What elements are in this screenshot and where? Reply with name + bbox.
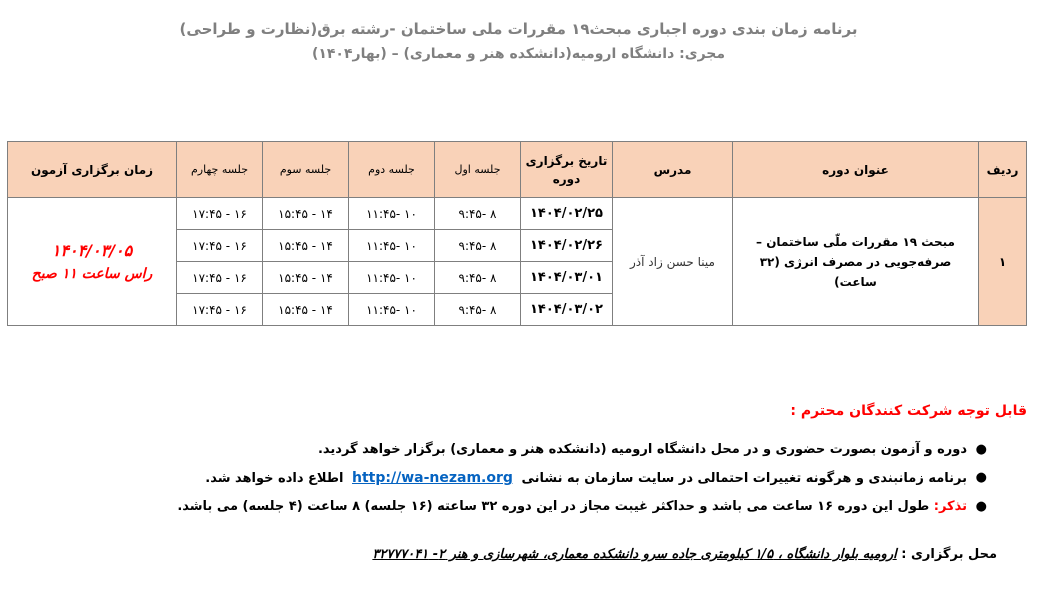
- page-title: برنامه زمان بندی دوره اجباری مبحث۱۹ مقررات ملی ساختمان -رشته برق(نظارت و طراحی): [179, 20, 858, 38]
- bullet-icon: ●: [975, 470, 987, 485]
- notes-title: قابل توجه شرکت کنندگان محترم :: [790, 403, 1027, 419]
- header-session-4: جلسه چهارم: [177, 142, 263, 198]
- session-3-time: ۱۴ - ۱۵:۴۵: [263, 262, 349, 294]
- header-row-no: ردیف: [979, 142, 1027, 198]
- session-2-time: ۱۰ -۱۱:۴۵: [349, 262, 435, 294]
- venue-line: [372, 543, 997, 567]
- header-session-1: جلسه اول: [435, 142, 521, 198]
- page-header: [0, 16, 1037, 66]
- note-2-text-before: برنامه زمانبندی و هرگونه تغییرات احتمالی در سایت سازمان به نشانی: [521, 471, 967, 486]
- session-1-time: ۸ -۹:۴۵: [435, 262, 521, 294]
- notes-list: [17, 436, 1027, 521]
- reminder-label: تذکر:: [933, 499, 967, 514]
- table-row: [8, 198, 1027, 230]
- session-1-time: ۸ -۹:۴۵: [435, 230, 521, 262]
- session-2-time: ۱۰ -۱۱:۴۵: [349, 230, 435, 262]
- header-session-2: جلسه دوم: [349, 142, 435, 198]
- schedule-table: [7, 141, 1027, 326]
- session-date: ۱۴۰۴/۰۳/۰۱: [521, 262, 613, 294]
- header-course-title: عنوان دوره: [733, 142, 979, 198]
- session-4-time: ۱۶ - ۱۷:۴۵: [177, 294, 263, 326]
- session-1-time: ۸ -۹:۴۵: [435, 294, 521, 326]
- session-date: ۱۴۰۴/۰۲/۲۵: [521, 198, 613, 230]
- organizer-line: مجری: دانشگاه ارومیه(دانشکده هنر و معماری) – (بهار۱۴۰۴): [311, 46, 726, 62]
- list-item: [17, 493, 987, 521]
- list-item: [17, 464, 987, 493]
- row-number: ۱: [979, 198, 1027, 326]
- header-course-date: تاریخ برگزاری دوره: [521, 142, 613, 198]
- header-instructor: مدرس: [613, 142, 733, 198]
- session-3-time: ۱۴ - ۱۵:۴۵: [263, 198, 349, 230]
- organization-website-link[interactable]: http://wa-nezam.org: [352, 470, 513, 486]
- session-1-time: ۸ -۹:۴۵: [435, 198, 521, 230]
- exam-date: ۱۴۰۴/۰۳/۰۵: [51, 240, 133, 260]
- note-1-text: دوره و آزمون بصورت حضوری و در محل دانشگاه ارومیه (دانشکده هنر و معماری) برگزار خواهد گردید.: [317, 442, 967, 457]
- session-4-time: ۱۶ - ۱۷:۴۵: [177, 262, 263, 294]
- exam-time-cell: [8, 198, 177, 326]
- bullet-icon: ●: [975, 442, 987, 457]
- session-2-time: ۱۰ -۱۱:۴۵: [349, 198, 435, 230]
- course-title-cell: مبحث ۱۹ مقررات ملّی ساختمان – صرفه‌جویی در مصرف انرژی (۳۲ ساعت): [733, 198, 979, 326]
- instructor-cell: مینا حسن زاد آذر: [613, 198, 733, 326]
- notes-section: [17, 398, 1027, 521]
- list-item: [17, 436, 987, 464]
- exam-hour: راس ساعت ۱۱ صبح: [31, 265, 153, 282]
- session-4-time: ۱۶ - ۱۷:۴۵: [177, 230, 263, 262]
- table-header-row: [8, 142, 1027, 198]
- session-3-time: ۱۴ - ۱۵:۴۵: [263, 294, 349, 326]
- session-date: ۱۴۰۴/۰۲/۲۶: [521, 230, 613, 262]
- note-3-text: طول این دوره ۱۶ ساعت می باشد و حداکثر غیبت مجاز در این دوره ۳۲ ساعته (۱۶ جلسه) ۸ ساعت (۴ جلسه) می باشد.: [177, 499, 930, 514]
- session-3-time: ۱۴ - ۱۵:۴۵: [263, 230, 349, 262]
- session-4-time: ۱۶ - ۱۷:۴۵: [177, 198, 263, 230]
- session-2-time: ۱۰ -۱۱:۴۵: [349, 294, 435, 326]
- header-exam-time: زمان برگزاری آزمون: [8, 142, 177, 198]
- header-session-3: جلسه سوم: [263, 142, 349, 198]
- note-2-text-after: اطلاع داده خواهد شد.: [205, 471, 344, 486]
- bullet-icon: ●: [975, 499, 987, 514]
- venue-label: محل برگزاری :: [901, 547, 997, 562]
- session-date: ۱۴۰۴/۰۳/۰۲: [521, 294, 613, 326]
- venue-address: ارومیه بلوار دانشگاه ، ۱/۵ کیلومتری جاده سرو دانشکده معماری، شهرسازی و هنر ۲- ۳۲۷۷۷۰۴۱: [372, 547, 897, 562]
